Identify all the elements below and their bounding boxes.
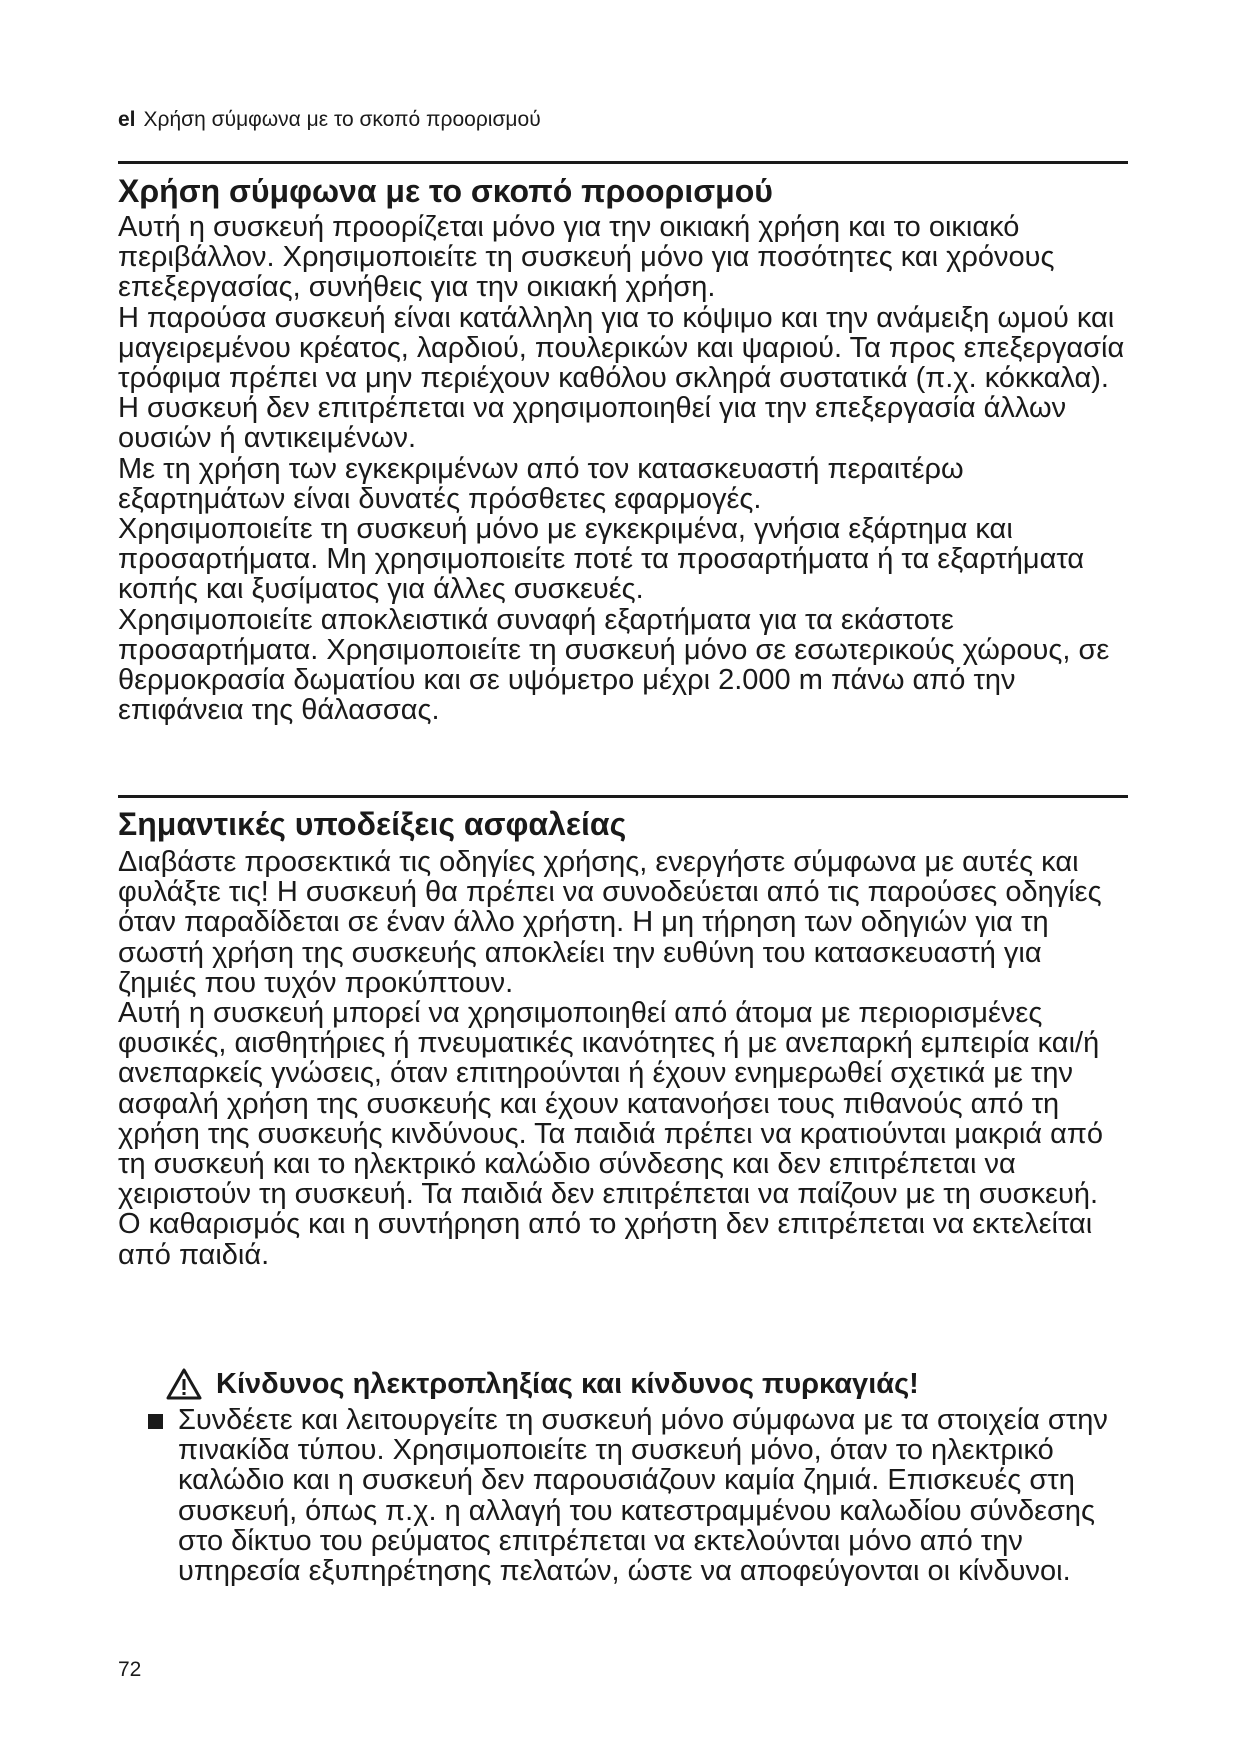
bullet-square-icon xyxy=(148,1414,163,1429)
paragraph: Η παρούσα συσκευή είναι κατάλληλη για το κόψιμο και την ανάμειξη ωμού και μαγειρεμένου κρέατος, λαρδιού, πουλερικών και ψαριού. Τα προς επεξεργασία τρόφιμα πρέπει να μην περιέχουν καθόλου σκληρά συστατικά (π.χ. κόκκαλα). Η συσκευή δεν επιτρέπεται να χρησιμοποιηθεί για την επεξεργασία άλλων ουσιών ή αντικειμένων. xyxy=(118,301,1125,455)
list-item xyxy=(148,1405,1128,1586)
intended-use-text xyxy=(118,212,1128,725)
paragraph: Αυτή η συσκευή προορίζεται μόνο για την οικιακή χρήση και το οικιακό περιβάλλον. Χρησιμοποιείτε τη συσκευή μόνο για ποσότητες και χρόνους επεξεργασίας, συνήθεις για την οικιακή χρήση. xyxy=(118,211,1055,304)
paragraph: Χρησιμοποιείτε τη συσκευή μόνο με εγκεκριμένα, γνήσια εξάρτημα και προσαρτήματα. Μη χρησιμοποιείτε ποτέ τα προσαρτήματα ή τα εξαρτήματα κοπής και ξυσίματος για άλλες συσκευές. xyxy=(118,513,1085,606)
list-item-text: Συνδέετε και λειτουργείτε τη συσκευή μόνο σύμφωνα με τα στοιχεία στην πινακίδα τύπου. Χρησιμοποιείτε τη συσκευή μόνο, όταν το ηλεκτρικό καλώδιο και η συσκευή δεν παρουσιάζουν καμία ζημιά. Επισκευές στη συσκευή, όπως π.χ. η αλλαγή του κατεστραμμένου καλωδίου σύνδεσης στο δίκτυο του ρεύματος επιτρέπεται να εκτελούνται μόνο από την υπηρεσία εξυπηρέτησης πελατών, ώστε να αποφεύγονται οι κίνδυνοι. xyxy=(178,1404,1108,1588)
warning-title: Κίνδυνος ηλεκτροπληξίας και κίνδυνος πυρκαγιάς! xyxy=(216,1368,919,1400)
section-title-safety: Σημαντικές υποδείξεις ασφαλείας xyxy=(118,806,627,842)
paragraph: Διαβάστε προσεκτικά τις οδηγίες χρήσης, ενεργήστε σύμφωνα με αυτές και φυλάξτε τις! Η συσκευή θα πρέπει να συνοδεύεται από τις παρούσες οδηγίες όταν παραδίδεται σε έναν άλλο χρήστη. Η μη τήρηση των οδηγιών για τη σωστή χρήση της συσκευής αποκλείει την ευθύνη του κατασκευαστή για ζημιές που τυχόν προκύπτουν. xyxy=(118,846,1102,999)
running-header-title: Χρήση σύμφωνα με το σκοπό προορισμού xyxy=(143,108,541,131)
warning-heading xyxy=(166,1367,919,1401)
section-divider xyxy=(118,795,1128,798)
running-header xyxy=(118,107,541,133)
section-title-intended-use: Χρήση σύμφωνα με το σκοπό προορισμού xyxy=(118,173,773,209)
section-divider xyxy=(118,161,1128,164)
paragraph: Χρησιμοποιείτε αποκλειστικά συναφή εξαρτήματα για τα εκάστοτε προσαρτήματα. Χρησιμοποιείτε τη συσκευή μόνο σε εσωτερικούς χώρους, σε θερμοκρασία δωματίου και σε υψόμετρο μέχρι 2.000 m πάνω από την επιφάνεια της θάλασσας. xyxy=(118,603,1110,727)
paragraph: Με τη χρήση των εγκεκριμένων από τον κατασκευαστή περαιτέρω εξαρτημάτων είναι δυνατές πρόσθετες εφαρμογές. xyxy=(118,452,964,515)
paragraph: Αυτή η συσκευή μπορεί να χρησιμοποιηθεί από άτομα με περιορισμένες φυσικές, αισθητήριες ή πνευματικές ικανότητες ή με ανεπαρκή εμπειρία και/ή ανεπαρκείς γνώσεις, όταν επιτηρούνται ή έχουν ενημερωθεί σχετικά με την ασφαλή χρήση της συσκευής και έχουν κατανοήσει τους πιθανούς από τη χρήση της συσκευής κινδύνους. Τα παιδιά πρέπει να κρατιούνται μακριά από τη συσκευή και το ηλεκτρικό καλώδιο σύνδεσης και δεν επιτρέπεται να χειριστούν τη συσκευή. Τα παιδιά δεν επιτρέπεται να παίζουν με τη συσκευή. Ο καθαρισμός και η συντήρηση από το χρήστη δεν επιτρέπεται να εκτελείται από παιδιά. xyxy=(118,997,1104,1271)
language-code: el xyxy=(118,108,136,131)
page-number: 72 xyxy=(118,1658,142,1681)
safety-text xyxy=(118,847,1128,1270)
warning-triangle-icon xyxy=(166,1368,202,1400)
